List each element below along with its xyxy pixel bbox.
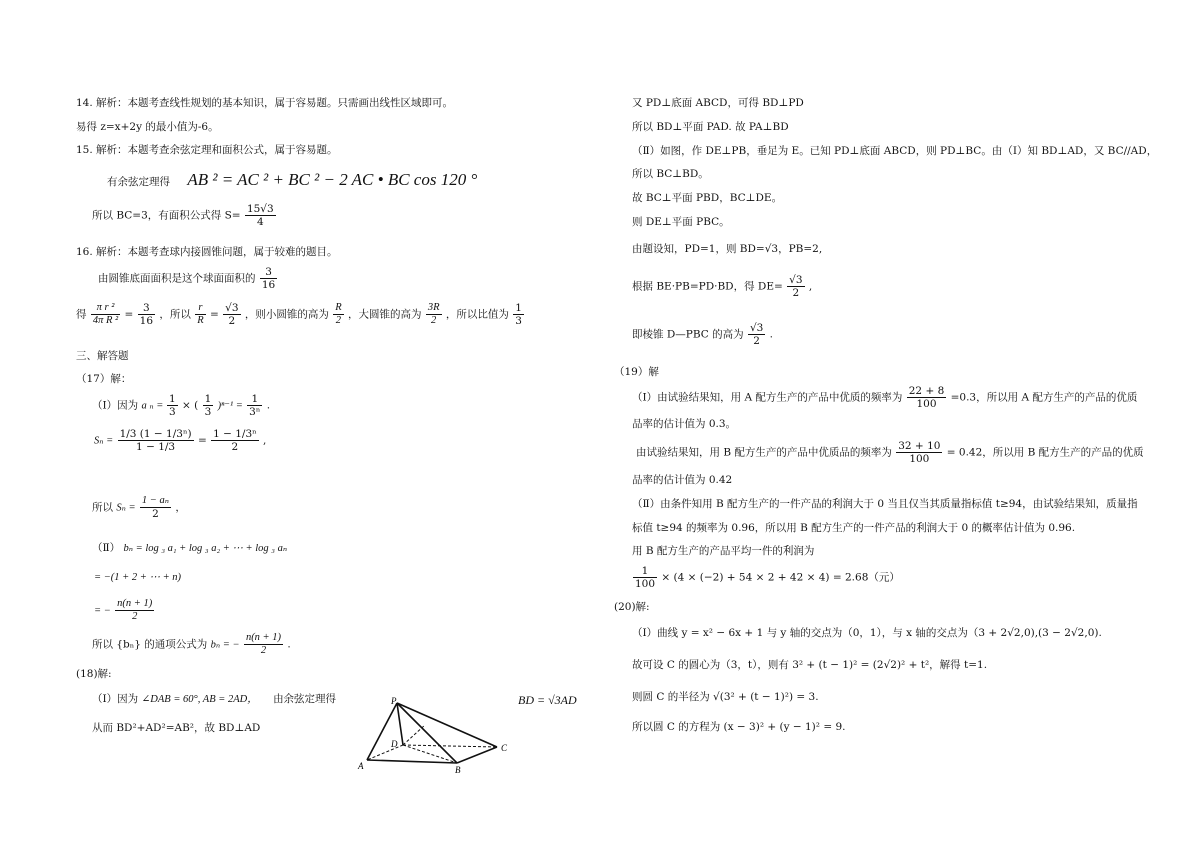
bn-frac-num: n(n + 1)	[115, 598, 154, 611]
problem-17-part2-line	[92, 542, 287, 556]
pyramid-figure	[355, 695, 520, 775]
sn-result-comma: ，	[175, 501, 186, 514]
p19-part2-line2: 标值 t≥94 的频率为 0.96，所以用 B 配方生产的一件产品的利润大于 0 的概率估计值为 0.96.	[632, 522, 1076, 534]
problem-18-part1-line	[92, 693, 336, 707]
cone-ratio-den: 16	[261, 279, 276, 292]
one-third-num: 1	[515, 302, 522, 314]
3R-over-2-den: 2	[431, 315, 437, 327]
solution-14-line2: 易得 z=x+2y 的最小值为-6。	[76, 121, 219, 133]
p19-a-num: 22 + 8	[908, 385, 945, 397]
sn-frac1-den: 1 − 1/3	[136, 441, 176, 454]
p19-part2-line1: （Ⅱ）由条件知用 B 配方生产的一件产品的利润大于 0 当且仅当其质量指标值 t≥94，由试验结果知，质量指	[632, 498, 1138, 510]
three-sixteenths-num: 3	[138, 302, 155, 315]
p18-part2-line2: 所以 BC⊥BD。	[632, 168, 709, 180]
equals-sign: =	[124, 308, 134, 321]
sn-frac2-den: 2	[231, 441, 239, 454]
sn-label: Sₙ =	[94, 435, 114, 447]
R-over-2-num: R	[333, 302, 343, 315]
area-denominator: 4	[256, 216, 264, 229]
de-frac	[787, 274, 804, 299]
3R-over-2-fraction	[426, 302, 442, 327]
p17-power: )ⁿ⁻¹ =	[217, 400, 243, 412]
p17-times: × (	[182, 399, 199, 412]
label-b: B	[455, 765, 461, 775]
p19-b-estimate: 品率的估计值为 0.42	[632, 474, 733, 486]
solution-16-line3	[76, 302, 525, 327]
R-over-2-den: 2	[335, 315, 342, 327]
bn-general-frac	[244, 632, 283, 657]
p18-cosine-text: 由余弦定理得	[273, 693, 337, 705]
cone-ratio-lead: 由圆锥底面面积是这个球面面积的	[98, 272, 256, 285]
p18-angle-condition: ∠DAB = 60°, AB = 2AD，	[141, 694, 258, 705]
height-frac-den: 2	[753, 335, 760, 348]
sn-frac2	[211, 428, 259, 453]
area-ratio-den: 4π R ²	[92, 315, 119, 327]
de-frac-num: √3	[789, 274, 803, 286]
problem-17-sn-result	[92, 495, 186, 520]
bn-general-period: .	[287, 638, 291, 651]
p19-part1-line	[632, 385, 1137, 410]
so-text: ，所以	[159, 308, 191, 321]
p17-because: （Ⅰ）因为	[92, 399, 139, 412]
problem-20-heading: (20)解:	[614, 601, 650, 613]
label-a: A	[358, 761, 364, 771]
p20-center-line: 故可设 C 的圆心为（3，t），则有 3² + (t − 1)² = (2√2)² + t²，解得 t=1.	[632, 659, 988, 671]
bn-frac-den: 2	[132, 611, 138, 623]
small-cone-text: ，则小圆锥的高为	[244, 308, 329, 321]
area-numerator: 15√3	[246, 203, 274, 215]
p19-profit-calc	[632, 565, 900, 590]
problem-18-heading: (18)解:	[76, 668, 112, 680]
p19-b-line	[636, 440, 1144, 465]
solution-16-line2	[98, 266, 278, 291]
p17-frac2-den: 3	[204, 406, 212, 419]
edge-da	[367, 745, 403, 760]
p18-bd-result: BD = √3AD	[518, 693, 577, 707]
solution-15-line1: 15. 解析：本题考查余弦定理和面积公式，属于容易题。	[76, 144, 338, 156]
problem-17-part1-line	[92, 393, 270, 418]
section-heading-answers: 三、解答题	[76, 350, 129, 362]
line3-lead: 得	[76, 308, 87, 321]
profit-expression: × (4 × (−2) + 54 × 2 + 42 × 4) = 2.68（元）	[661, 571, 900, 584]
cone-ratio-fraction	[260, 266, 277, 291]
bn-minus: = −	[94, 605, 111, 617]
bn-frac	[115, 598, 154, 623]
p18-pd-perp-line: 又 PD⊥底面 ABCD，可得 BD⊥PD	[632, 97, 804, 109]
solution-14-line1: 14. 解析：本题考查线性规划的基本知识，属于容易题。只需画出线性区域即可。	[76, 97, 454, 109]
height-lead: 即棱锥 D—PBC 的高为	[632, 328, 744, 341]
edge-pc	[397, 703, 497, 747]
profit-frac-den: 100	[635, 578, 656, 591]
p19-a-lead: （Ⅰ）由试验结果知，用 A 配方生产的产品中优质的频率为	[632, 391, 903, 404]
sn-comma: ,	[263, 434, 267, 447]
p19-b-den: 100	[909, 453, 930, 466]
label-p: P	[391, 696, 397, 706]
p17-frac3	[247, 393, 262, 418]
p19-a-tail: =0.3，所以用 A 配方生产的产品的优质	[950, 391, 1138, 404]
p19-a-estimate: 品率的估计值为 0.3。	[632, 418, 737, 430]
p18-part2-line3: 故 BC⊥平面 PBD，BC⊥DE。	[632, 192, 783, 204]
sn-result-den: 2	[152, 508, 159, 521]
ratio-text: ，所以比值为	[445, 308, 509, 321]
p19-profit-lead: 用 B 配方生产的产品平均一件的利润为	[632, 545, 815, 557]
sn-frac1-num: 1/3 (1 − 1/3ⁿ)	[119, 428, 192, 440]
problem-18-perpendicular-line: 从而 BD²+AD²=AB²，故 BD⊥AD	[92, 722, 261, 734]
p19-a-den: 100	[916, 398, 937, 411]
bn-fraction-line	[94, 598, 155, 623]
sqrt3-num: √3	[225, 302, 239, 314]
equals-sign-2: =	[210, 308, 219, 321]
p17-frac2-num: 1	[204, 393, 212, 405]
bn-general-label: bₙ = −	[210, 639, 240, 651]
p18-part2-line1: （Ⅱ）如图，作 DE⊥PB，垂足为 E。已知 PD⊥底面 ABCD，则 PD⊥BC。由（Ⅰ）知 BD⊥AD，又 BC//AD，	[632, 145, 1158, 157]
solution-15-cosine-line	[107, 170, 477, 190]
p19-b-lead: 由试验结果知，用 B 配方生产的产品中优质品的频率为	[636, 446, 892, 459]
p17-frac2	[203, 393, 214, 418]
p17-frac1-num: 1	[168, 393, 176, 405]
area-lead: 所以 BC=3，有面积公式得 S=	[92, 209, 241, 222]
one-third-fraction	[513, 302, 524, 327]
p18-part2-line4: 则 DE⊥平面 PBC。	[632, 216, 730, 228]
edge-de	[403, 725, 425, 745]
edge-dc	[403, 745, 497, 747]
label-c: C	[501, 743, 508, 753]
p17-part2-label: （Ⅱ）	[92, 542, 121, 554]
three-sixteenths-den: 16	[139, 315, 154, 328]
edge-pa	[367, 703, 397, 760]
problem-17-sn-line	[94, 428, 266, 453]
r-over-R-num: r	[195, 302, 205, 315]
de-frac-den: 2	[792, 287, 800, 300]
p19-a-frac	[907, 385, 947, 410]
area-ratio-fraction	[91, 302, 120, 327]
sqrt3-over-2-fraction	[223, 302, 240, 327]
3R-over-2-num: 3R	[426, 302, 442, 315]
bn-general-den: 2	[260, 645, 267, 657]
solution-16-line1: 16. 解析：本题考查球内接圆锥问题，属于较难的题目。	[76, 246, 338, 258]
sn-frac2-num: 1 − 1/3ⁿ	[213, 428, 257, 440]
area-ratio-num: π r ²	[91, 302, 120, 315]
solution-15-area-line	[92, 203, 277, 228]
R-over-2-fraction	[333, 302, 343, 327]
height-frac-num: √3	[749, 322, 764, 334]
cosine-law-formula: AB ² = AC ² + BC ² − 2 AC • BC cos 120 °	[187, 170, 478, 189]
p17-frac3-num: 1	[247, 393, 262, 406]
bn-general-term-line	[92, 632, 291, 657]
de-lead: 根据 BE·PB=PD·BD，得 DE=	[632, 280, 783, 293]
sqrt3-den: 2	[228, 315, 236, 328]
sn-so: 所以	[92, 501, 113, 514]
problem-19-heading: （19）解	[614, 366, 659, 378]
p18-height-line	[632, 322, 773, 347]
p17-frac1	[167, 393, 178, 418]
p17-period: .	[266, 399, 271, 412]
p17-frac3-den: 3ⁿ	[249, 406, 261, 419]
one-third-den: 3	[515, 315, 522, 328]
p20-radius-line: 则圆 C 的半径为 √(3² + (t − 1)²) = 3.	[632, 691, 819, 703]
three-sixteenths-fraction	[138, 302, 155, 327]
bn-sum-line: = −(1 + 2 + ⋯ + n)	[94, 572, 182, 583]
problem-17-heading: （17）解：	[76, 373, 132, 385]
p19-b-num: 32 + 10	[898, 440, 941, 452]
de-comma: ,	[808, 280, 813, 293]
edge-pd	[397, 703, 403, 745]
p18-part2-line5: 由题设知，PD=1，则 BD=√3，PB=2,	[632, 243, 823, 255]
r-over-R-den: R	[197, 315, 204, 327]
p18-because: （Ⅰ）因为	[92, 693, 139, 705]
profit-frac-num: 1	[633, 565, 657, 578]
p17-an: a ₙ =	[141, 400, 166, 412]
p18-bd-plane-line: 所以 BD⊥平面 PAD. 故 PA⊥BD	[632, 121, 789, 133]
p20-equation-line: 所以圆 C 的方程为 (x − 3)² + (y − 1)² = 9.	[632, 721, 846, 733]
profit-frac	[633, 565, 657, 590]
sn-result-frac	[140, 495, 171, 520]
label-d: D	[391, 739, 398, 749]
sn-result-num: 1 − aₙ	[140, 495, 171, 508]
edge-bc	[457, 747, 497, 763]
sn-result-label: Sₙ =	[116, 502, 136, 514]
big-cone-text: ，大圆锥的高为	[347, 308, 422, 321]
bn-log-sum: bₙ = log ₃ a₁ + log ₃ a₂ + ⋯ + log ₃ aₙ	[123, 543, 288, 554]
p18-de-line	[632, 274, 812, 299]
height-period: .	[769, 328, 774, 341]
edge-ab	[367, 760, 457, 763]
cosine-law-lead: 有余弦定理得	[107, 176, 170, 188]
edge-pb	[397, 703, 457, 763]
bn-general-lead: 所以 {bₙ} 的通项公式为	[92, 638, 208, 651]
bn-general-num: n(n + 1)	[244, 632, 283, 645]
p20-intersection-line: （Ⅰ）曲线 y = x² − 6x + 1 与 y 轴的交点为（0，1），与 x 轴的交点为（3 + 2√2,0),(3 − 2√2,0).	[632, 627, 1102, 639]
area-fraction	[245, 203, 276, 228]
r-over-R-fraction	[195, 302, 205, 327]
p19-b-tail: = 0.42，所以用 B 配方生产的产品的优质	[946, 446, 1144, 459]
height-frac	[748, 322, 765, 347]
cone-ratio-num: 3	[260, 266, 277, 279]
p17-frac1-den: 3	[168, 406, 176, 419]
sn-frac1	[118, 428, 194, 453]
sn-equals: =	[197, 434, 207, 447]
p19-b-frac	[896, 440, 942, 465]
